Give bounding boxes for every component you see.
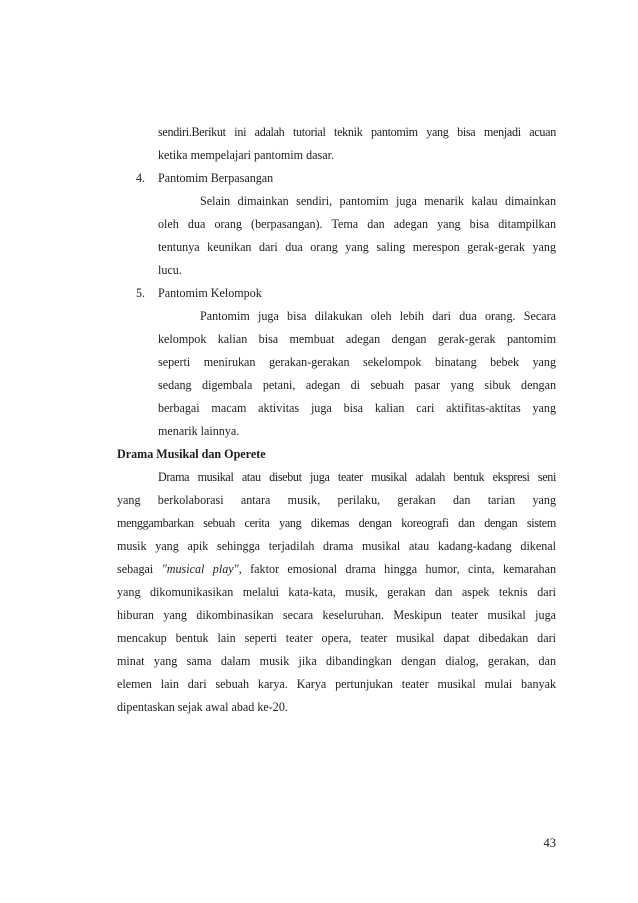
section-line: minat yang sama dalam musik jika dibandingkan dengan dialog, gerakan, dan xyxy=(117,654,556,668)
section-line: menggambarkan sebuah cerita yang dikemas dengan koreografi dan dengan sistem xyxy=(117,516,556,530)
item5-line: menarik lainnya. xyxy=(158,424,240,438)
item5-line: seperti menirukan gerakan-gerakan sekelompok binatang bebek yang xyxy=(158,355,556,369)
item4-title: Pantomim Berpasangan xyxy=(158,171,274,185)
item4-line: Selain dimainkan sendiri, pantomim juga menarik kalau dimainkan xyxy=(200,194,556,208)
section-heading: Drama Musikal dan Operete xyxy=(117,447,266,461)
item5-line: berbagai macam aktivitas juga bisa kalian cari aktifitas-aktitas yang xyxy=(158,401,556,415)
item5-line: sedang digembala petani, adegan di sebuah pasar yang sibuk dengan xyxy=(158,378,556,392)
section-line: musik yang apik sehingga terjadilah drama musikal atau kadang-kadang dikenal xyxy=(117,539,556,553)
section-line-musical-play xyxy=(117,561,556,577)
line-suffix: , faktor emosional drama hingga humor, cinta, kemarahan xyxy=(238,562,557,576)
musical-play-term: "musical play" xyxy=(161,562,239,576)
section-line: yang dikomunikasikan melalui kata-kata, musik, gerakan dan aspek teknis dari xyxy=(117,585,556,599)
section-line: elemen lain dari sebuah karya. Karya pertunjukan teater musikal mulai banyak xyxy=(117,677,556,691)
section-line: mencakup bentuk lain seperti teater opera, teater musikal dapat dibedakan dari xyxy=(117,631,556,645)
item4-line: tentunya keunikan dari dua orang yang saling merespon gerak-gerak yang xyxy=(158,240,556,254)
intro-line-1: sendiri.Berikut ini adalah tutorial teknik pantomim yang bisa menjadi acuan xyxy=(158,125,556,139)
item5-title: Pantomim Kelompok xyxy=(158,286,262,300)
intro-line-2: ketika mempelajari pantomim dasar. xyxy=(158,148,334,162)
section-line: hiburan yang dikombinasikan secara keseluruhan. Meskipun teater musikal juga xyxy=(117,608,556,622)
item4-line: lucu. xyxy=(158,263,182,277)
item5-line: Pantomim juga bisa dilakukan oleh lebih dari dua orang. Secara xyxy=(200,309,556,323)
item5-line: kelompok kalian bisa membuat adegan dengan gerak-gerak pantomim xyxy=(158,332,556,346)
section-line: yang berkolaborasi antara musik, perilaku, gerakan dan tarian yang xyxy=(117,493,556,507)
item5-number: 5. xyxy=(136,286,146,300)
section-line: dipentaskan sejak awal abad ke-20. xyxy=(117,700,288,714)
page-number: 43 xyxy=(543,836,556,850)
line-prefix: sebagai xyxy=(117,562,162,576)
section-line: Drama musikal atau disebut juga teater musikal adalah bentuk ekspresi seni xyxy=(158,470,556,484)
item4-line: oleh dua orang (berpasangan). Tema dan adegan yang bisa ditampilkan xyxy=(158,217,556,231)
item4-number: 4. xyxy=(136,171,146,185)
